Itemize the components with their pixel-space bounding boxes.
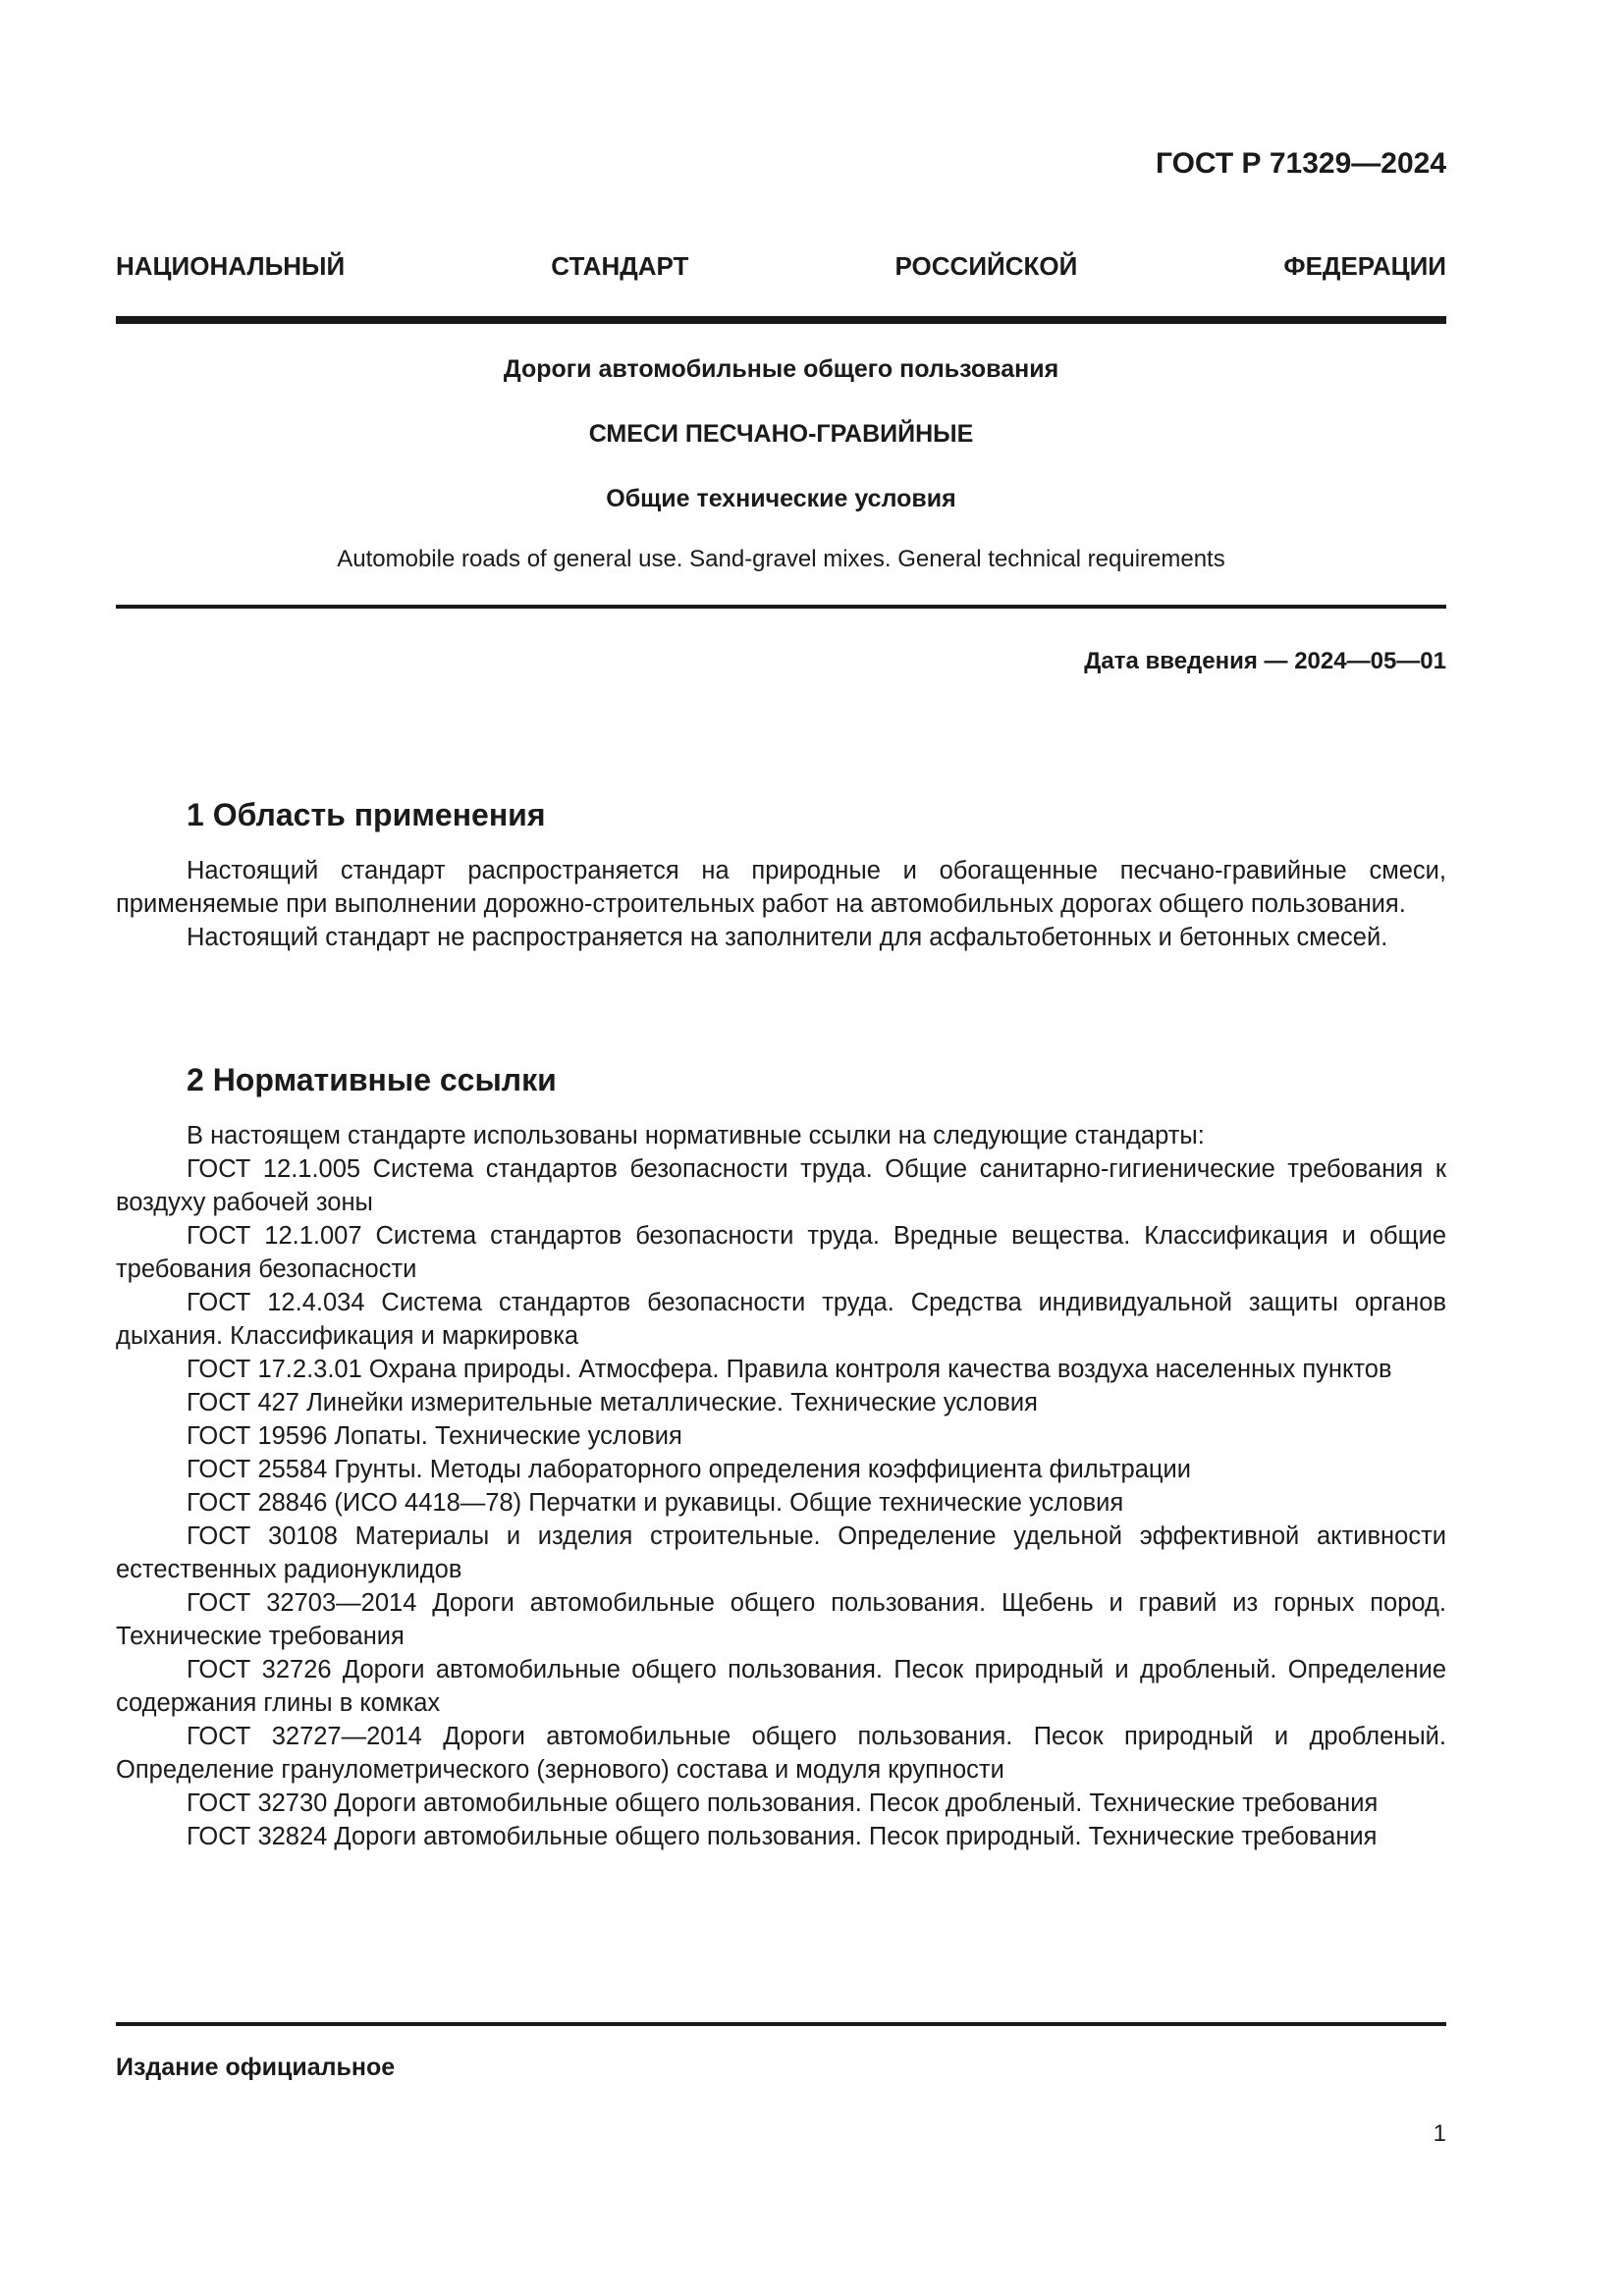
reference-item: ГОСТ 12.1.005 Система стандартов безопасности труда. Общие санитарно-гигиенические требования к воздуху рабочей зоны	[116, 1155, 1446, 1216]
page-number: 1	[1433, 2120, 1446, 2147]
document-number: ГОСТ Р 71329—2024	[1155, 147, 1446, 180]
reference-item: ГОСТ 32824 Дороги автомобильные общего пользования. Песок природный. Технические требования	[187, 1823, 1378, 1850]
reference-item: ГОСТ 25584 Грунты. Методы лабораторного определения коэффициента фильтрации	[187, 1456, 1192, 1483]
section-2-body	[116, 1119, 1446, 1853]
title-english: Automobile roads of general use. Sand-gravel mixes. General technical requirements	[337, 546, 1225, 572]
reference-intro: В настоящем стандарте использованы нормативные ссылки на следующие стандарты:	[187, 1122, 1205, 1149]
reference-item: ГОСТ 19596 Лопаты. Технические условия	[187, 1422, 682, 1450]
title-category: Дороги автомобильные общего пользования	[503, 355, 1059, 383]
section-1-body	[116, 854, 1446, 954]
section-1-paragraph: Настоящий стандарт не распространяется на заполнители для асфальтобетонных и бетонных смесей.	[187, 924, 1388, 951]
reference-item: ГОСТ 32730 Дороги автомобильные общего пользования. Песок дробленый. Технические требования	[187, 1789, 1379, 1817]
national-standard-title: НАЦИОНАЛЬНЫЙ СТАНДАРТ РОССИЙСКОЙ ФЕДЕРАЦИИ	[116, 251, 1446, 281]
title-divider	[116, 605, 1446, 609]
title-sub: Общие технические условия	[606, 485, 956, 512]
footer-divider	[116, 2022, 1446, 2026]
reference-item: ГОСТ 12.1.007 Система стандартов безопасности труда. Вредные вещества. Классификация и общие требования безопасности	[116, 1222, 1446, 1283]
section-1-heading: 1 Область применения	[187, 797, 546, 832]
reference-item: ГОСТ 427 Линейки измерительные металлические. Технические условия	[187, 1389, 1038, 1416]
reference-item: ГОСТ 32703—2014 Дороги автомобильные общего пользования. Щебень и гравий из горных пород. Технические требования	[116, 1589, 1446, 1650]
reference-item: ГОСТ 12.4.034 Система стандартов безопасности труда. Средства индивидуальной защиты органов дыхания. Классификация и маркировка	[116, 1289, 1446, 1350]
reference-item: ГОСТ 32726 Дороги автомобильные общего пользования. Песок природный и дробленый. Определение содержания глины в комках	[116, 1656, 1446, 1717]
header-divider	[116, 316, 1446, 324]
reference-item: ГОСТ 28846 (ИСО 4418—78) Перчатки и рукавицы. Общие технические условия	[187, 1489, 1124, 1517]
section-1-paragraph: Настоящий стандарт распространяется на природные и обогащенные песчано-гравийные смеси, применяемые при выполнении дорожно-строительных работ на автомобильных дорогах общего пользования.	[116, 857, 1446, 918]
title-main: СМЕСИ ПЕСЧАНО-ГРАВИЙНЫЕ	[588, 420, 974, 448]
official-edition-label: Издание официальное	[116, 2054, 396, 2081]
introduction-date: Дата введения — 2024—05—01	[1084, 648, 1446, 674]
section-2-heading: 2 Нормативные ссылки	[187, 1062, 557, 1097]
reference-item: ГОСТ 17.2.3.01 Охрана природы. Атмосфера. Правила контроля качества воздуха населенных пунктов	[187, 1356, 1392, 1383]
reference-item: ГОСТ 30108 Материалы и изделия строительные. Определение удельной эффективной активности естественных радионуклидов	[116, 1522, 1446, 1583]
reference-item: ГОСТ 32727—2014 Дороги автомобильные общего пользования. Песок природный и дробленый. Определение гранулометрического (зернового) состава и модуля крупности	[116, 1723, 1446, 1784]
